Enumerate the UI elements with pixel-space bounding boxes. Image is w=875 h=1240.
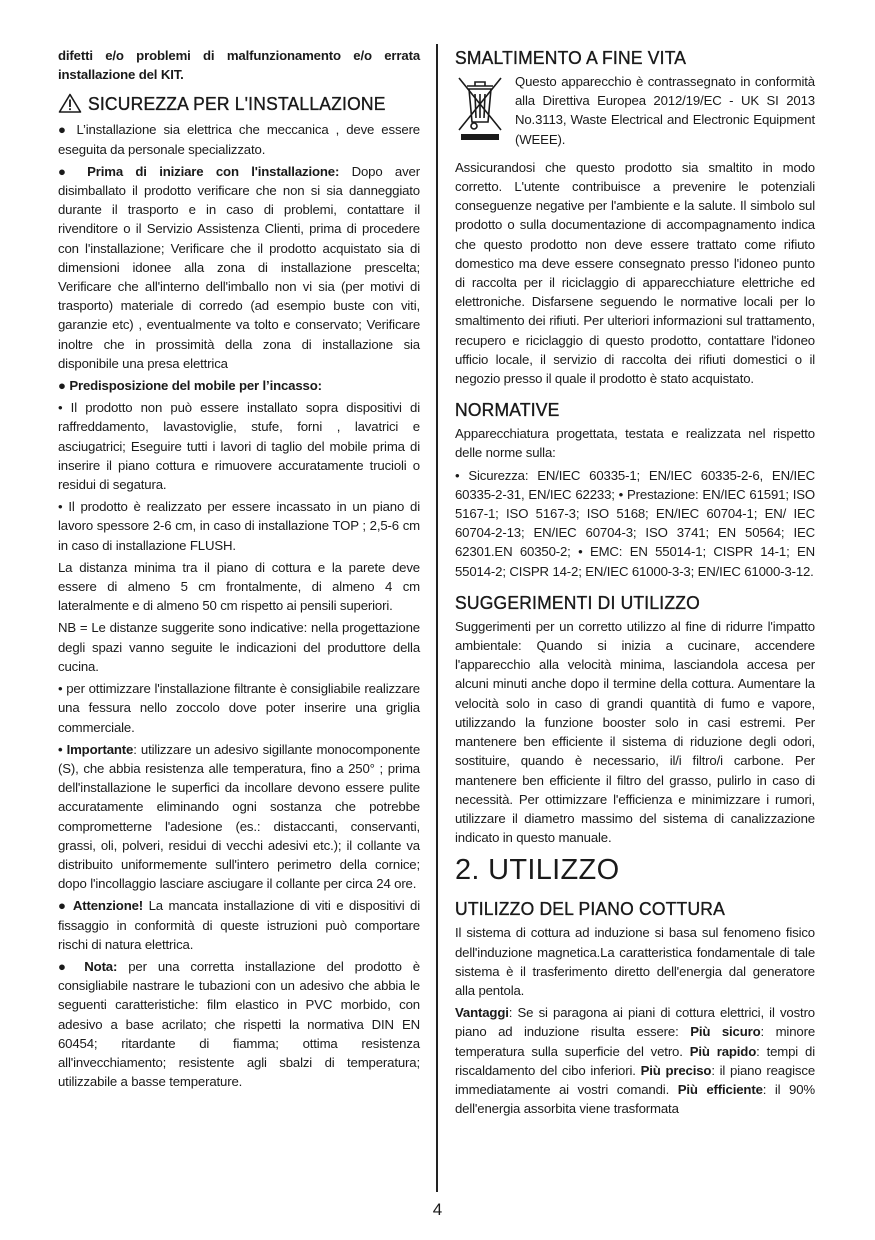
paragraph-installer: ● L’installazione sia elettrica che meccanica , deve essere eseguita da personale specializzato. (58, 122, 420, 157)
paragraph-before-install: ● Prima di iniziare con l'installazione: Dopo aver disimballato il prodotto verificare che non si sia danneggiato durante il trasporto e in caso di problemi, contattare il rivenditore o il Servizio Assistenza Clienti, prima di procedere con l'installazione; Verificare che il prodotto acquistato sia di dimensioni idonee alla zona di installazione prescelta; Verificare che all'interno dell'imballo non vi sia (per motivi di trasporto) materiale di corredo (ad esempio buste con viti, garanzie etc) , eventualmente va tolto e conservato; Verificare inoltre che in prossimità della zona di installazione sia disponibile una presa elettrica (58, 163, 420, 371)
safety-title: SICUREZZA PER L'INSTALLAZIONE (88, 93, 386, 115)
norms-intro: Apparecchiatura progettata, testata e realizzata nel rispetto delle norme sulla: (455, 426, 815, 461)
paragraph-important: • Importante: utilizzare un adesivo sigillante monocomponente (S), che abbia resistenza alle temperatura, fino a 250° ; prima dell'installazione le superfici da incollare devono essere pulite accuratamente eliminando ogni sostanza che potrebbe comprometterne l'adesione (es.: distaccanti, conservanti, grassi, oli, polveri, residui di vecchi adesivi etc.); il collante va distribuito uniformemente sull'intero perimetro della cornice; dopo l'incollaggio lasciare asciugare il collante per circa 24 ore. (58, 741, 420, 892)
tips-title: SUGGERIMENTI DI UTILIZZO (455, 591, 700, 613)
usage-title: UTILIZZO DEL PIANO COTTURA (455, 898, 725, 920)
paragraph-not-above: • Il prodotto non può essere installato sopra dispositivi di raffreddamento, lavastoviglie, stufe, forni , lavatrici e asciugatrici; Eseguire tutti i lavori di taglio del mobile prima di inserire il piano cottura e rimuovere accuratamente trucioli o residui di segatura. (58, 400, 420, 493)
advantages-paragraph: Vantaggi: Se si paragona ai piani di cottura elettrici, il vostro piano ad induzione risulta essere: Più sicuro: minore temperatura sulla superficie del vetro. Più rapido: tempi di riscaldamento del cibo inferiori. Più preciso: il piano reagisce immediatamente ai vostri comandi. Più efficiente: il 90% dell'energia assorbita viene trasformata (455, 1005, 816, 1117)
paragraph-cabinet: ● Predisposizione del mobile per l’incasso: (58, 378, 322, 394)
disposal-title: SMALTIMENTO A FINE VITA (455, 47, 687, 69)
paragraph-attention: ● Attenzione! La mancata installazione di viti e dispositivi di fissaggio in conformità di queste istruzioni può comportare rischi di natura elettrica. (58, 898, 420, 952)
usage-paragraph: Il sistema di cottura ad induzione si basa sul fenomeno fisico dell'induzione magnetica.La caratteristica fondamentale di tale sistema è il trasferimento diretto dell'energia dal generatore alla pentola. (455, 925, 815, 998)
safety-heading (58, 92, 420, 114)
crossed-out-wheelie-bin-icon (455, 72, 505, 142)
paragraph-note: ● Nota: per una corretta installazione del prodotto è consigliabile nastrare le tubazioni con un adesivo che abbia le seguenti caratteristiche: film elastico in PVC morbido, con adesivo a base acrilato; che rispetti la normativa DIN EN 60454; ritardante di fiamma; ottima resistenza all'invecchiamento; resistente agli sbalzi di temperatura; utilizzabile a basse temperature. (58, 958, 420, 1090)
paragraph-distance: La distanza minima tra il piano di cottura e la parete deve essere di almeno 5 cm frontalmente, di almeno 4 cm lateralmente e di almeno 50 cm rispetto ai pensili superiori. (58, 559, 420, 614)
weee-block (455, 72, 815, 152)
paragraph-worktop: • Il prodotto è realizzato per essere incassato in un piano di lavoro spessore 2-6 cm, in caso di installazione TOP ; 2,5-6 cm in caso di installazione FLUSH. (58, 499, 420, 553)
intro-paragraph: difetti e/o problemi di malfunzionamento e/o errata installazione del KIT. (58, 48, 420, 83)
page-number: 4 (432, 1200, 443, 1219)
norms-title: NORMATIVE (455, 399, 560, 421)
tips-paragraph: Suggerimenti per un corretto utilizzo al fine di ridurre l'impatto ambientale: Quando si inizia a cucinare, accendere l'apparecchio alla velocità minima, lasciandola accesa per alcuni minuti anche dopo il termine della cottura. Aumentare la velocità solo in caso di grandi quantità di fumo e vapore, utilizzando la funzione booster solo in casi estremi. Per mantenere ben efficiente il sistema di riduzione degli odori, sostituire, quando è necessario, il/i filtro/i carbone. Per mantenere ben efficiente il filtro del grasso, pulirlo in caso di necessità. Per ottimizzare l'efficienza e minimizzare i rumori, utilizzare il diametro massimo del sistema di canalizzazione indicato in questo manuale. (455, 618, 815, 846)
paragraph-nb: NB = Le distanze suggerite sono indicative: nella progettazione degli spazi vanno seguite le indicazioni del produttore della cucina. (58, 620, 420, 674)
right-column (455, 46, 815, 1121)
paragraph-filter: • per ottimizzare l'installazione filtrante è consigliabile realizzare una fessura nello zoccolo dove poter inserire una griglia commerciale. (58, 681, 420, 735)
weee-text: Questo apparecchio è contrassegnato in conformità alla Direttiva Europea 2012/19/EC - UK SI 2013 No.3113, Waste Electrical and Electronic Equipment (WEEE). (515, 74, 815, 147)
left-column (58, 46, 420, 1094)
column-divider (436, 44, 438, 1192)
warning-triangle-icon (58, 93, 82, 113)
chapter-title: 2. UTILIZZO (455, 854, 620, 887)
disposal-paragraph: Assicurandosi che questo prodotto sia smaltito in modo corretto. L'utente contribuisce a prevenire le potenziali conseguenze negative per l'ambiente e la salute. Il simbolo sul prodotto o sulla documentazione di accompagnamento indica che questo prodotto non deve essere trattato come rifiuto domestico ma deve essere consegnato presso l'idoneo punto di raccolta per il riciclaggio di apparecchiature elettriche ed elettroniche. Disfarsene seguendo le normative locali per lo smaltimento dei rifiuti. Per ulteriori informazioni sul trattamento, recupero e riciclaggio di questo prodotto, contattare l'idoneo ufficio locale, il servizio di raccolta dei rifiuti domestici o il negozio presso il quale il prodotto è stato acquistato. (455, 159, 815, 387)
norms-list: • Sicurezza: EN/IEC 60335-1; EN/IEC 60335-2-6, EN/IEC 60335-2-31, EN/IEC 62233; • Prestazione: EN/IEC 61591; ISO 5167-1; ISO 5167-3; ISO 5168; EN/IEC 60704-1; EN/ IEC 60704-2-13; EN/IEC 60704-3; ISO 3741; EN 50564; IEC 62301.EN 60350-2; • EMC: EN 55014-1; CISPR 14-1; EN 55014-2; CISPR 14-2; EN/IEC 61000-3-3; EN/IEC 61000-3-12. (455, 467, 815, 579)
